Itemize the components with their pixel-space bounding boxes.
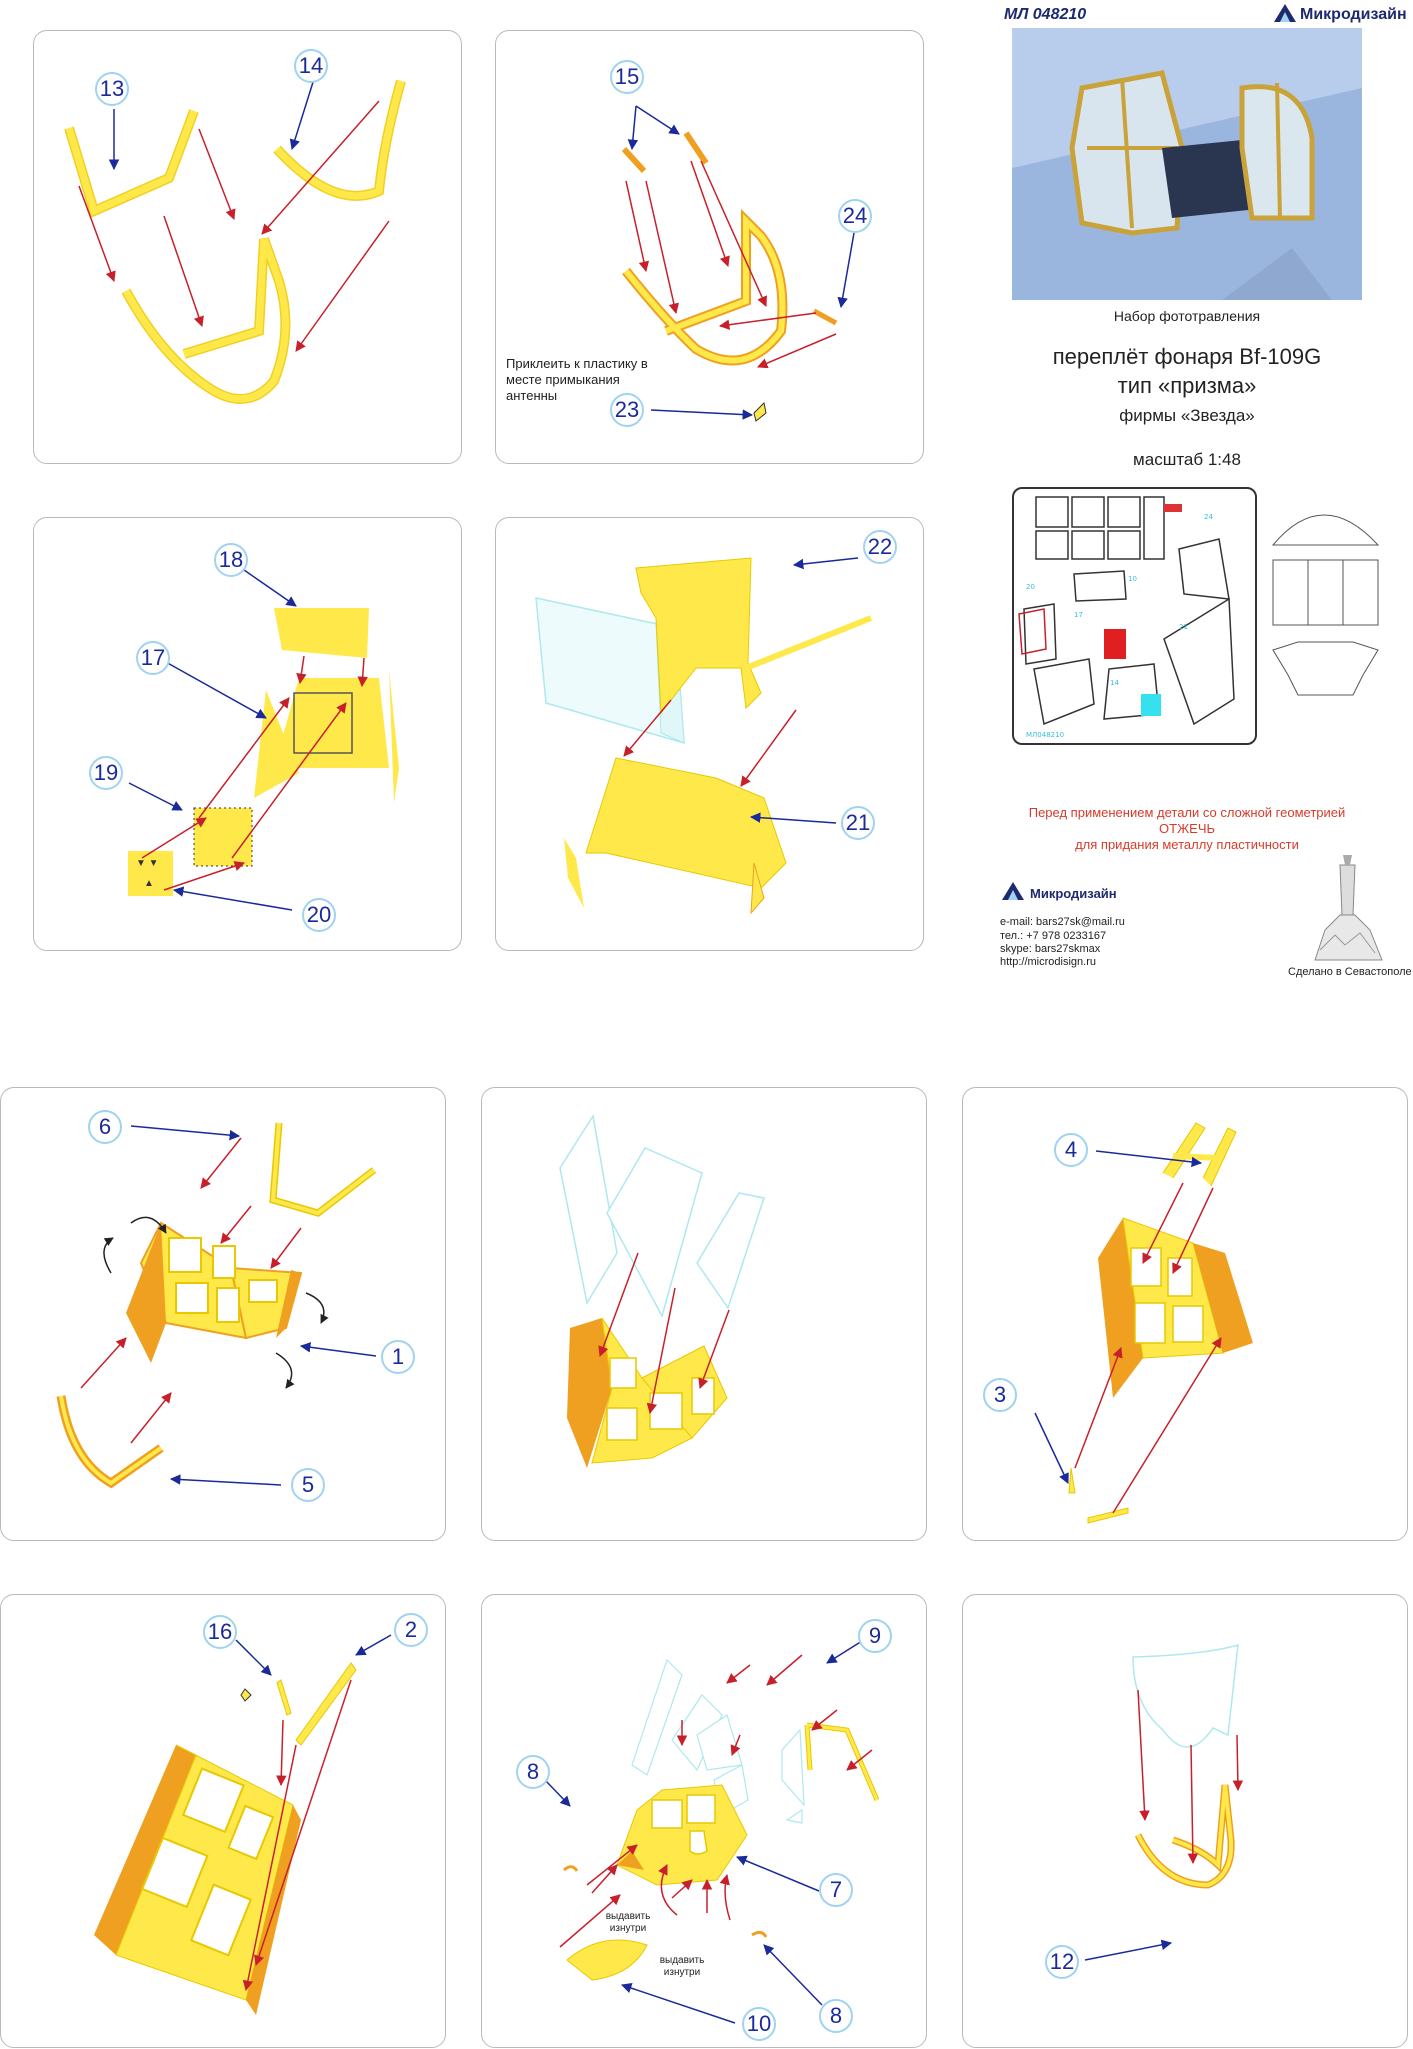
callout-17: 17 [136,641,170,675]
callout-14: 14 [294,49,328,83]
svg-text:МЛ048210: МЛ048210 [1026,731,1065,739]
callout-24: 24 [838,199,872,233]
contact-skype: skype: bars27skmax [1000,943,1101,955]
callout-22: 22 [863,530,897,564]
anneal-warning-line3: для придания металлу пластичности [1075,837,1299,852]
callout-2: 2 [394,1613,428,1647]
callout-5: 5 [291,1468,325,1502]
outline-diagrams [1268,500,1383,715]
step-f-drawing [482,1088,928,1542]
svg-text:14: 14 [1110,679,1119,687]
monument-illustration [1310,845,1385,965]
outline-diagrams-drawing [1268,500,1383,715]
push-inside-label-2: выдавить изнутри [659,1955,705,1978]
step-panel-c [33,517,462,951]
step-panel-g [962,1087,1408,1541]
product-maker: фирмы «Звезда» [1119,406,1255,425]
anneal-warning-line2: ОТЖЕЧЬ [1158,821,1216,836]
svg-text:▼ ▼: ▼ ▼ [136,858,159,869]
contact-site: http://microdisign.ru [1000,956,1096,968]
etch-fret [1012,487,1257,745]
product-caption: Набор фототравления [1113,308,1261,324]
made-in: Сделано в Севастополе [1288,966,1412,978]
contacts-logo-icon [1000,880,1026,902]
callout-13: 13 [95,72,129,106]
product-title-line2: тип «призма» [1117,373,1257,398]
callout-7: 7 [819,1873,853,1907]
step-panel-d [495,517,924,951]
svg-text:17: 17 [1074,611,1083,619]
step-e-drawing [1,1088,447,1542]
product-photo-image [1012,28,1362,300]
step-panel-a [33,30,462,464]
step-g-drawing [963,1088,1409,1542]
push-inside-label-1: выдавить изнутри [605,1911,651,1934]
step-i-drawing [482,1595,928,2049]
callout-8-top: 8 [516,1755,550,1789]
step-c-drawing [34,518,463,952]
step-panel-h [0,1594,446,2048]
callout-18: 18 [214,543,248,577]
brand-logo [1272,2,1298,29]
callout-19: 19 [89,756,123,790]
callout-1: 1 [381,1340,415,1374]
step-panel-e [0,1087,446,1541]
step-d-drawing [496,518,925,952]
svg-text:21: 21 [1179,623,1188,631]
antenna-note: Приклеить к пластику в месте примыкания антенны [506,356,648,403]
callout-9: 9 [858,1619,892,1653]
callout-8-bottom: 8 [819,1999,853,2033]
contacts-brand: Микродизайн [1030,886,1117,901]
product-code: МЛ 048210 [1004,6,1087,23]
step-panel-b [495,30,924,464]
product-photo [1012,28,1362,300]
product-title-line1: переплёт фонаря Bf-109G [1052,344,1322,369]
step-panel-f [481,1087,927,1541]
step-h-drawing [1,1595,447,2049]
callout-23: 23 [610,393,644,427]
svg-text:24: 24 [1204,513,1213,521]
brand-name: Микродизайн [1300,6,1407,23]
callout-12: 12 [1045,1945,1079,1979]
contacts-logo [1000,880,1026,907]
callout-10: 10 [742,2007,776,2041]
step-j-drawing [963,1595,1409,2049]
callout-20: 20 [302,898,336,932]
callout-16: 16 [203,1615,237,1649]
callout-15: 15 [610,60,644,94]
step-panel-j [962,1594,1408,2048]
monument-illustration-image [1310,845,1385,965]
callout-6: 6 [88,1110,122,1144]
contact-phone: тел.: +7 978 0233167 [1000,930,1107,942]
contact-email: e-mail: bars27sk@mail.ru [1000,916,1125,928]
svg-text:10: 10 [1128,575,1137,583]
anneal-warning-line1: Перед применением детали со сложной геометрией [1028,805,1346,820]
step-panel-i [481,1594,927,2048]
svg-text:20: 20 [1026,583,1035,591]
callout-3: 3 [983,1378,1017,1412]
product-scale: масштаб 1:48 [1133,450,1241,469]
etch-fret-drawing [1014,489,1255,743]
svg-text:▲: ▲ [144,878,154,889]
callout-21: 21 [841,806,875,840]
brand-logo-icon [1272,2,1298,24]
callout-4: 4 [1054,1133,1088,1167]
